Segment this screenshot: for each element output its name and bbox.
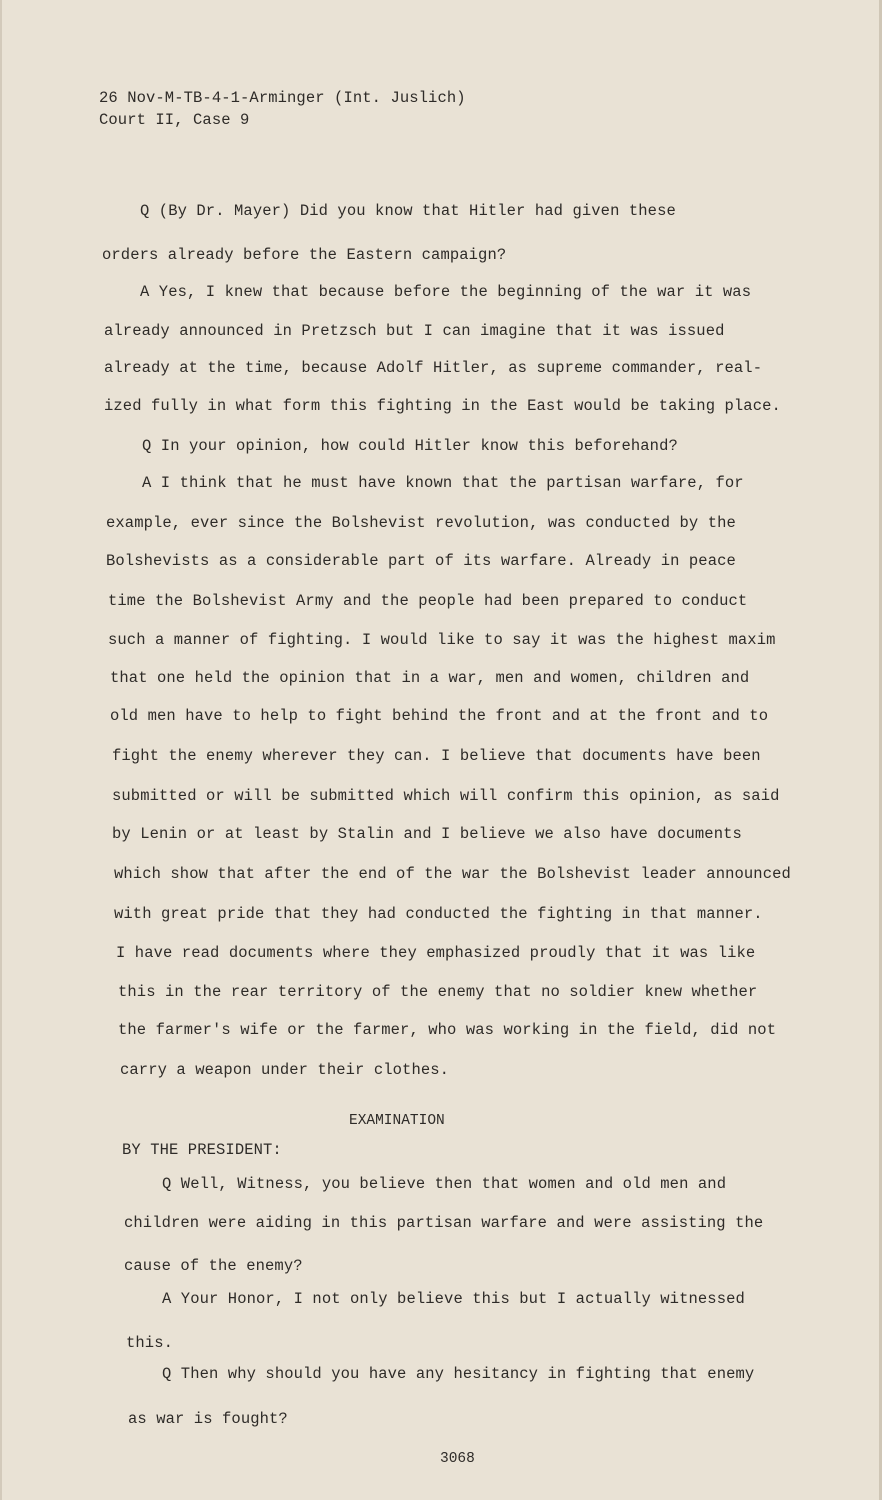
transcript-line: by Lenin or at least by Stalin and I believe we also have documents	[112, 825, 742, 843]
transcript-line: as war is fought?	[128, 1410, 288, 1428]
transcript-line: A Your Honor, I not only believe this but I actually witnessed	[162, 1290, 745, 1308]
transcript-line: fight the enemy wherever they can. I believe that documents have been	[112, 747, 761, 765]
transcript-line: already at the time, because Adolf Hitler, as supreme commander, real-	[104, 359, 763, 377]
transcript-line: such a manner of fighting. I would like to say it was the highest maxim	[108, 631, 776, 649]
transcript-line: the farmer's wife or the farmer, who was working in the field, did not	[118, 1021, 777, 1039]
transcript-line: A I think that he must have known that the partisan warfare, for	[142, 474, 744, 492]
transcript-line: Q Then why should you have any hesitancy in fighting that enemy	[162, 1365, 755, 1383]
transcript-line: I have read documents where they emphasized proudly that it was like	[116, 944, 756, 962]
transcript-line: this in the rear territory of the enemy that no soldier knew whether	[118, 983, 758, 1001]
transcript-line: children were aiding in this partisan warfare and were assisting the	[124, 1214, 764, 1232]
transcript-line: orders already before the Eastern campaign?	[102, 246, 507, 264]
transcript-line: Q Well, Witness, you believe then that women and old men and	[162, 1175, 727, 1193]
transcript-line: this.	[126, 1334, 174, 1352]
transcript-line: carry a weapon under their clothes.	[120, 1061, 450, 1079]
transcript-line: submitted or will be submitted which will confirm this opinion, as said	[112, 787, 780, 805]
transcript-line: A Yes, I knew that because before the beginning of the war it was	[140, 283, 752, 301]
transcript-line: Q In your opinion, how could Hitler know this beforehand?	[142, 437, 678, 455]
court-case: Court II, Case 9	[99, 111, 250, 129]
transcript-line: Q (By Dr. Mayer) Did you know that Hitler had given these	[140, 202, 676, 220]
transcript-line: ized fully in what form this fighting in the East would be taking place.	[104, 397, 781, 415]
transcript-line: example, ever since the Bolshevist revolution, was conducted by the	[106, 514, 736, 532]
transcript-line: old men have to help to fight behind the front and at the front and to	[110, 707, 769, 725]
transcript-line: with great pride that they had conducted the fighting in that manner.	[114, 905, 763, 923]
transcript-line: Bolshevists as a considerable part of its warfare. Already in peace	[106, 552, 736, 570]
transcript-line: time the Bolshevist Army and the people had been prepared to conduct	[108, 592, 748, 610]
transcript-line: which show that after the end of the war the Bolshevist leader announced	[114, 865, 791, 883]
case-reference: 26 Nov-M-TB-4-1-Arminger (Int. Juslich)	[99, 89, 466, 107]
transcript-line: that one held the opinion that in a war, men and women, children and	[110, 669, 750, 687]
transcript-line: cause of the enemy?	[124, 1257, 303, 1275]
examination-heading: EXAMINATION	[349, 1112, 445, 1129]
transcript-line: already announced in Pretzsch but I can imagine that it was issued	[104, 322, 725, 340]
examiner-line: BY THE PRESIDENT:	[122, 1141, 282, 1159]
page-number: 3068	[440, 1450, 475, 1467]
